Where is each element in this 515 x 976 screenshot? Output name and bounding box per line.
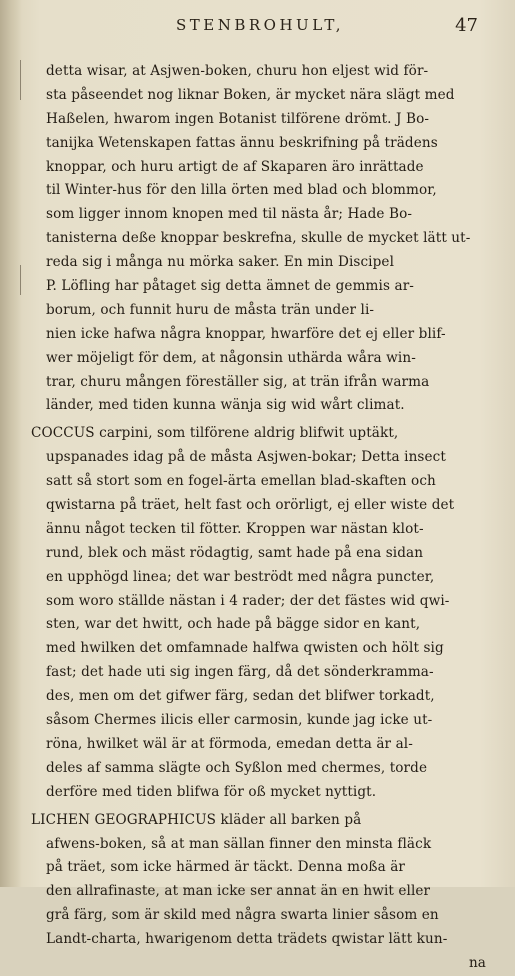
text-line: sten, war det hwitt, och hade på bägge sidor en kant, bbox=[46, 616, 421, 633]
text-line: Landt-charta, hwarigenom detta trädets qwistar lätt kun- bbox=[46, 931, 448, 948]
text-line: den allrafinaste, at man icke ser annat än en hwit eller bbox=[46, 883, 431, 900]
text-line: en upphögd linea; det war beströdt med några puncter, bbox=[46, 568, 435, 585]
text-line: sta påseendet nog liknar Boken, är mycket nära slägt med bbox=[46, 86, 455, 103]
margin-mark bbox=[20, 265, 21, 295]
page-header bbox=[40, 16, 480, 42]
text-line: nien icke hafwa några knoppar, hwarföre det ej eller blif- bbox=[46, 325, 446, 342]
text-line: röna, hwilket wäl är at förmoda, emedan detta är al- bbox=[46, 735, 413, 752]
text-line: ännu något tecken til fötter. Kroppen war nästan klot- bbox=[46, 520, 424, 537]
running-head: STENBROHULT, bbox=[176, 16, 344, 34]
catchword: na bbox=[468, 954, 486, 971]
paragraph-lichen bbox=[31, 809, 486, 976]
paragraph-coccus bbox=[31, 422, 486, 804]
text-line: COCCUS carpini, som tilförene aldrig blifwit uptäkt, bbox=[31, 425, 399, 442]
text-line: grå färg, som är skild med några swarta linier såsom en bbox=[46, 907, 439, 924]
text-line: P. Löfling har påtaget sig detta ämnet de gemmis ar- bbox=[46, 278, 414, 295]
text-line: Haßelen, hwarom ingen Botanist tilförene drömt. J Bo- bbox=[46, 110, 430, 127]
text-line: til Winter-hus för den lilla örten med blad och blommor, bbox=[46, 182, 437, 199]
text-line: derföre med tiden blifwa för oß mycket nyttigt. bbox=[46, 783, 377, 800]
text-line: såsom Chermes ilicis eller carmosin, kunde jag icke ut- bbox=[46, 712, 433, 729]
text-line: deles af samma slägte och Syßlon med chermes, torde bbox=[46, 759, 428, 776]
text-line: tanijka Wetenskapen fattas ännu beskrifning på trädens bbox=[46, 134, 438, 151]
text-line: fast; det hade uti sig ingen färg, då det sönderkramma- bbox=[46, 664, 434, 681]
margin-mark bbox=[20, 60, 21, 100]
text-line: på träet, som icke härmed är täckt. Denna moßa är bbox=[46, 859, 406, 876]
text-line: LICHEN GEOGRAPHICUS kläder all barken på bbox=[31, 811, 362, 828]
paragraph-birch bbox=[46, 60, 486, 418]
page-text bbox=[31, 60, 486, 976]
text-line: wer möjeligt för dem, at någonsin uthärda wåra win- bbox=[46, 349, 416, 366]
text-line: afwens-boken, så at man sällan finner den minsta fläck bbox=[46, 835, 432, 852]
page-number: 47 bbox=[455, 15, 478, 36]
page-spine-shadow bbox=[0, 0, 22, 887]
text-line: med hwilken det omfamnade halfwa qwisten och hölt sig bbox=[46, 640, 444, 657]
text-line: borum, och funnit huru de måsta trän under li- bbox=[46, 301, 375, 318]
text-line: detta wisar, at Asjwen-boken, churu hon eljest wid för- bbox=[46, 63, 429, 79]
text-line: länder, med tiden kunna wänja sig wid wårt climat. bbox=[46, 397, 405, 414]
text-line: satt så stort som en fogel-ärta emellan blad-skaften och bbox=[46, 473, 436, 490]
text-line: des, men om det gifwer färg, sedan det blifwer torkadt, bbox=[46, 688, 435, 705]
text-line: knoppar, och huru artigt de af Skaparen äro inrättade bbox=[46, 158, 424, 175]
text-line: tanisterna deße knoppar beskrefna, skulle de mycket lätt ut- bbox=[46, 230, 471, 247]
text-line: trar, churu mången föreställer sig, at trän ifrån warma bbox=[46, 373, 430, 390]
text-line: upspanades idag på de måsta Asjwen-bokar; Detta insect bbox=[46, 449, 446, 466]
text-line: som ligger innom knopen med til nästa år; Hade Bo- bbox=[46, 206, 413, 223]
text-line: som woro ställde nästan i 4 rader; der det fästes wid qwi- bbox=[46, 592, 450, 609]
text-line: reda sig i många nu mörka saker. En min Discipel bbox=[46, 254, 395, 271]
text-line: qwistarna på träet, helt fast och orörligt, ej eller wiste det bbox=[46, 497, 455, 514]
text-line: rund, blek och mäst rödagtig, samt hade på ena sidan bbox=[46, 544, 424, 561]
